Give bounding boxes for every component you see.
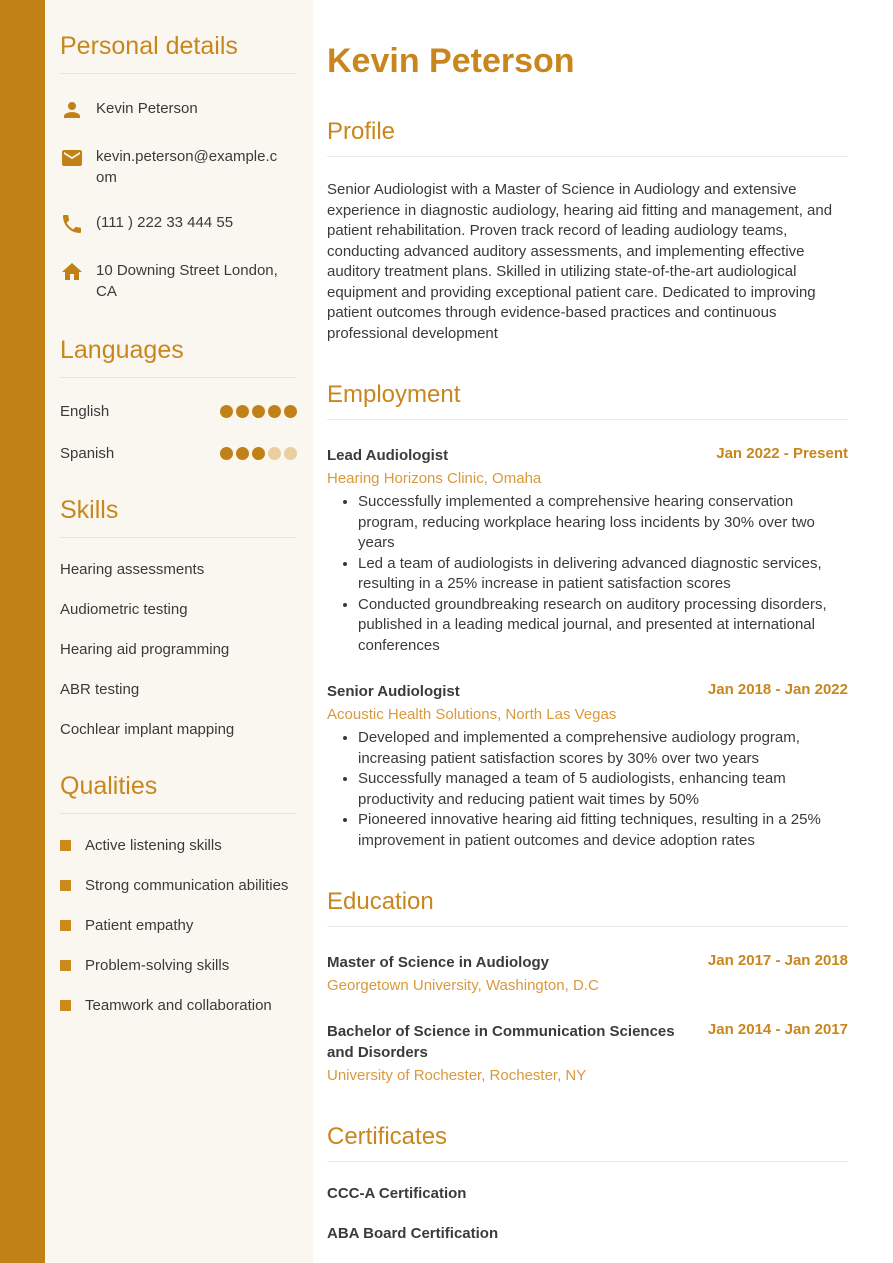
job-bullet: • Conducted groundbreaking research on auditory processing disorders, published in a leading medical journal, and presented at international conferences — [358, 595, 848, 657]
language-level-dot — [268, 405, 281, 418]
profile-section — [327, 118, 848, 344]
language-level-dot — [284, 405, 297, 418]
skill-item: Hearing aid programming — [60, 641, 230, 658]
certificates-section — [327, 1123, 848, 1242]
contact-phone-text: (111 ) 222 33 444 55 — [96, 214, 234, 231]
contact-name-text: Kevin Peterson — [96, 100, 198, 117]
employment-section — [327, 381, 848, 851]
language-name: Spanish — [60, 445, 115, 462]
personal-details-section — [60, 32, 297, 302]
job-entry — [327, 681, 848, 851]
square-bullet-icon — [60, 960, 71, 971]
language-name: English — [60, 403, 110, 420]
person-icon — [60, 98, 84, 122]
square-bullet-icon — [60, 920, 71, 931]
language-level-dot — [220, 405, 233, 418]
contact-item-phone — [60, 212, 297, 236]
profile-title: Profile — [327, 118, 848, 157]
job-bullet-list — [327, 728, 848, 851]
job-title: Senior Audiologist — [327, 683, 460, 700]
main-column — [313, 0, 893, 1263]
language-level-dot — [236, 405, 249, 418]
employment-title: Employment — [327, 381, 848, 420]
quality-item — [60, 917, 297, 934]
quality-label: Active listening skills — [85, 837, 222, 854]
education-dates: Jan 2017 - Jan 2018 — [707, 952, 848, 969]
skill-item: Cochlear implant mapping — [60, 721, 235, 738]
job-entry — [327, 445, 848, 656]
job-company: Acoustic Health Solutions, North Las Vegas — [327, 706, 617, 723]
job-bullet: • Successfully managed a team of 5 audiologists, enhancing team productivity and reducing patient wait times by 50% — [358, 769, 848, 810]
language-row — [60, 403, 297, 420]
qualities-section — [60, 772, 297, 1014]
job-bullet: • Pioneered innovative hearing aid fitting techniques, resulting in a 25% improvement in patient outcomes and device adoption rates — [358, 810, 848, 851]
job-bullet: • Developed and implemented a comprehensive audiology program, increasing patient satisfaction scores by 30% over two years — [358, 728, 848, 769]
quality-label: Strong communication abilities — [85, 877, 289, 894]
language-level-dot — [268, 447, 281, 460]
education-degree: Bachelor of Science in Communication Sciences and Disorders — [327, 1023, 675, 1061]
quality-label: Problem-solving skills — [85, 957, 230, 974]
quality-item — [60, 837, 297, 854]
certificates-title: Certificates — [327, 1123, 848, 1162]
profile-text: Senior Audiologist with a Master of Science in Audiology and extensive experience in diagnostic audiology, hearing aid fitting and management, and patient rehabilitation. Proven track record of leading audiology teams, conducting advanced auditory assessments, and implementing effective auditory treatment plans. Skilled in utilizing state-of-the-art audiological equipment and providing exceptional patient care. Dedicated to improving patient outcomes through evidence-based practices and continuous professional development — [327, 181, 833, 342]
quality-item — [60, 877, 297, 894]
quality-item — [60, 997, 297, 1014]
job-bullet: • Successfully implemented a comprehensive hearing conservation program, reducing workplace hearing loss incidents by 30% over two years — [358, 492, 848, 554]
education-school: Georgetown University, Washington, D.C — [327, 977, 599, 994]
language-level-dot — [236, 447, 249, 460]
education-school: University of Rochester, Rochester, NY — [327, 1067, 587, 1084]
phone-icon — [60, 212, 84, 236]
language-level-dot — [252, 447, 265, 460]
email-icon — [60, 146, 84, 170]
education-section — [327, 888, 848, 1086]
square-bullet-icon — [60, 1000, 71, 1011]
quality-label: Patient empathy — [85, 917, 194, 934]
job-company: Hearing Horizons Clinic, Omaha — [327, 470, 542, 487]
square-bullet-icon — [60, 840, 71, 851]
left-accent-bar — [0, 0, 45, 1263]
contact-item-name — [60, 98, 297, 122]
language-level-dots — [220, 447, 297, 460]
skills-title: Skills — [60, 496, 297, 538]
qualities-title: Qualities — [60, 772, 297, 814]
language-level-dot — [284, 447, 297, 460]
job-title: Lead Audiologist — [327, 447, 449, 464]
job-bullet: • Led a team of audiologists in delivering advanced diagnostic services, resulting in a 25% increase in patient satisfaction scores — [358, 554, 848, 595]
languages-section — [60, 336, 297, 462]
job-bullet-list — [327, 492, 848, 656]
education-entry — [327, 952, 848, 996]
skill-item: Hearing assessments — [60, 561, 205, 578]
certificate-item: ABA Board Certification — [327, 1225, 499, 1242]
contact-email-text: kevin.peterson@example.com — [96, 148, 278, 186]
education-entry — [327, 1021, 848, 1086]
language-row — [60, 445, 297, 462]
skill-item: ABR testing — [60, 681, 140, 698]
home-icon — [60, 260, 84, 284]
education-dates: Jan 2014 - Jan 2017 — [707, 1021, 848, 1038]
contact-address-text: 10 Downing Street London, CA — [96, 262, 278, 300]
personal-details-title: Personal details — [60, 32, 297, 74]
language-level-dot — [220, 447, 233, 460]
person-name: Kevin Peterson — [327, 42, 575, 80]
languages-title: Languages — [60, 336, 297, 378]
job-dates: Jan 2018 - Jan 2022 — [707, 681, 848, 698]
skills-section — [60, 496, 297, 738]
contact-item-email — [60, 146, 297, 188]
square-bullet-icon — [60, 880, 71, 891]
sidebar — [45, 0, 313, 1263]
job-dates: Jan 2022 - Present — [716, 445, 848, 462]
language-level-dot — [252, 405, 265, 418]
certificate-item: CCC-A Certification — [327, 1185, 467, 1202]
quality-label: Teamwork and collaboration — [85, 997, 272, 1014]
education-title: Education — [327, 888, 848, 927]
skill-item: Audiometric testing — [60, 601, 188, 618]
language-level-dots — [220, 405, 297, 418]
quality-item — [60, 957, 297, 974]
education-degree: Master of Science in Audiology — [327, 954, 549, 971]
contact-item-address — [60, 260, 297, 302]
